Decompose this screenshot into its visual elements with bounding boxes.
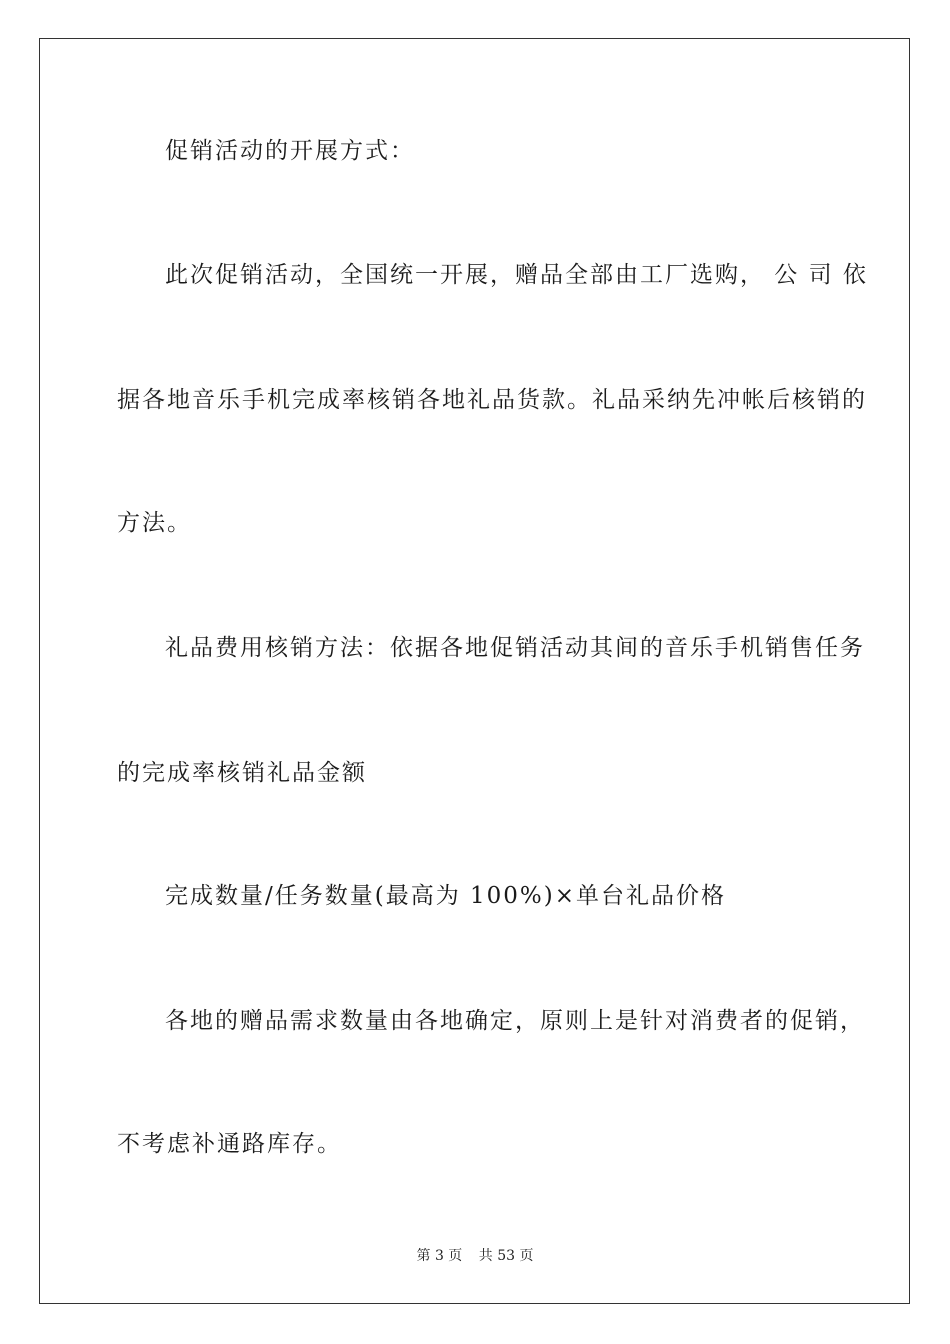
page-border	[39, 38, 910, 1304]
paragraph-line: 此次促销活动，全国统一开展，赠品全部由工厂选购， 公 司 依	[165, 262, 868, 288]
page-number: 第 3 页	[416, 1248, 463, 1264]
paragraph-line: 方法。	[117, 510, 192, 536]
paragraph-line: 礼品费用核销方法：依据各地促销活动其间的音乐手机销售任务	[165, 635, 865, 661]
paragraph-line: 的完成率核销礼品金额	[117, 760, 367, 786]
paragraph-line: 不考虑补通路库存。	[117, 1131, 342, 1157]
formula-line: 完成数量/任务数量(最高为 100%)×单台礼品价格	[165, 883, 727, 909]
paragraph-line: 据各地音乐手机完成率核销各地礼品货款。礼品采纳先冲帐后核销的	[117, 387, 867, 413]
page-total: 共 53 页	[478, 1248, 534, 1264]
paragraph-line: 促销活动的开展方式：	[165, 138, 415, 164]
page-footer	[0, 1247, 950, 1265]
paragraph-line: 各地的赠品需求数量由各地确定，原则上是针对消费者的促销，	[165, 1008, 865, 1034]
